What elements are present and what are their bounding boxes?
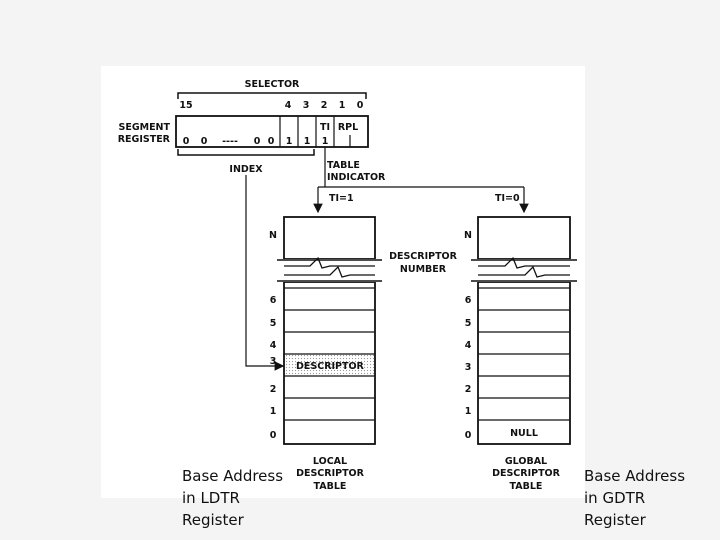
bit-label-0: 0 [356, 100, 364, 111]
segment-register-label-line1: SEGMENT [118, 122, 170, 133]
bit-value: 0 [200, 136, 208, 147]
gdt-caption-line2: DESCRIPTOR [492, 468, 560, 479]
ldt-caption-line3: TABLE [313, 481, 347, 492]
rpl-field-label: RPL [337, 122, 359, 133]
ti-field-label: TI [319, 122, 331, 133]
gdtr-base-address-caption: Base Address in GDTR Register [584, 467, 686, 529]
descriptor-number-label-line1: DESCRIPTOR [389, 251, 457, 262]
ldt-row-label: 6 [269, 295, 277, 306]
gdt-row-label: 4 [464, 340, 472, 351]
descriptor-number-label-line2: NUMBER [399, 264, 447, 275]
bit-label-4: 4 [284, 100, 292, 111]
gdt-caption-line1: GLOBAL [504, 456, 548, 467]
ti1-label: TI=1 [329, 193, 354, 204]
gdt-row-label: 1 [464, 406, 472, 417]
bit-label-1: 1 [338, 100, 346, 111]
gdt-row-label: 2 [464, 384, 472, 395]
bit-value: 0 [253, 136, 261, 147]
local-descriptor-table [277, 217, 382, 444]
bit-label-2: 2 [320, 100, 328, 111]
bit-label-15: 15 [179, 100, 193, 111]
global-descriptor-table [471, 217, 577, 444]
ldt-descriptor-label: DESCRIPTOR [296, 361, 364, 372]
gdt-row-label: 5 [464, 318, 472, 329]
index-bracket [178, 149, 314, 155]
index-label: INDEX [229, 164, 263, 175]
selector-bracket [178, 93, 366, 99]
bit-label-3: 3 [302, 100, 310, 111]
bit-value-ellipsis: ---- [222, 136, 238, 147]
ldt-row-label: 3 [269, 356, 277, 367]
ldt-row-label: 0 [269, 430, 277, 441]
selector-title: SELECTOR [244, 79, 300, 90]
table-indicator-label-line1: TABLE [327, 160, 360, 171]
ldt-caption-line2: DESCRIPTOR [296, 468, 364, 479]
ldt-row-label: 2 [269, 384, 277, 395]
ti0-label: TI=0 [495, 193, 520, 204]
ldtr-base-address-caption: Base Address in LDTR Register [182, 467, 284, 529]
ldt-row-label-n: N [269, 230, 277, 241]
bit-value: 1 [303, 136, 311, 147]
gdt-row-label: 0 [464, 430, 472, 441]
segment-register-label-line2: REGISTER [117, 134, 170, 145]
table-indicator-label-line2: INDICATOR [327, 172, 386, 183]
gdt-null-entry: NULL [510, 428, 538, 439]
gdt-row-label: 6 [464, 295, 472, 306]
gdt-row-label: 3 [464, 362, 472, 373]
ldt-row-label: 4 [269, 340, 277, 351]
gdt-row-label-n: N [464, 230, 472, 241]
bit-value: 0 [267, 136, 275, 147]
ldt-row-label: 1 [269, 406, 277, 417]
bit-value: 0 [182, 136, 190, 147]
ldt-caption-line1: LOCAL [312, 456, 348, 467]
gdt-caption-line3: TABLE [509, 481, 543, 492]
bit-value: 1 [321, 136, 329, 147]
bit-value: 1 [285, 136, 293, 147]
ldt-row-label: 5 [269, 318, 277, 329]
